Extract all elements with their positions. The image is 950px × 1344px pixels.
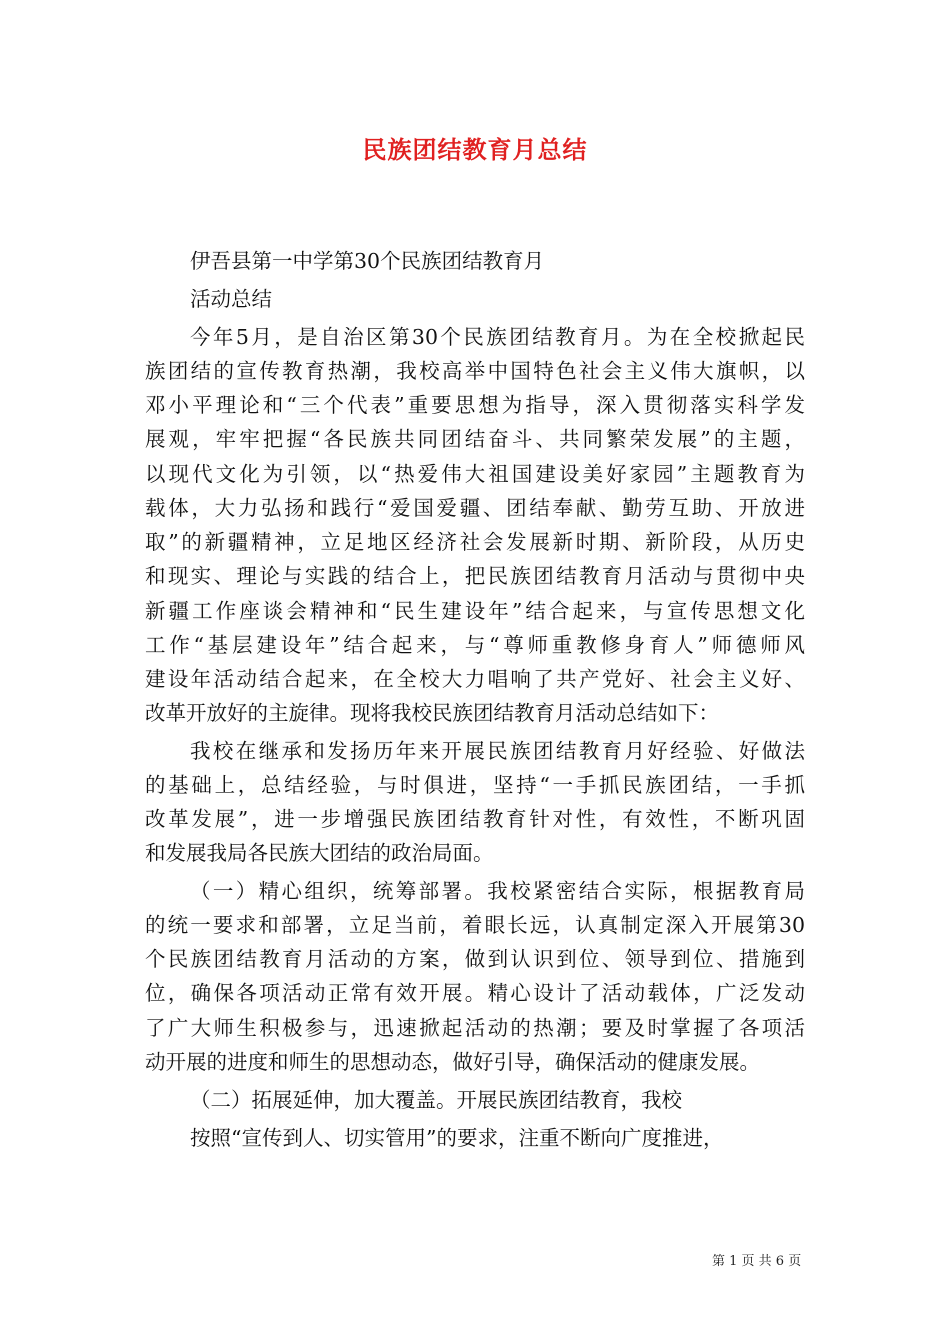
paragraph-line: 的统一要求和部署，立足当前，着眼长远，认真制定深入开展第30 <box>145 913 805 937</box>
paragraph-line: 取”的新疆精神，立足地区经济社会发展新时期、新阶段，从历史 <box>145 530 805 554</box>
paragraph-line: 了广大师生积极参与，迅速掀起活动的热潮；要及时掌握了各项活 <box>145 1016 805 1040</box>
paragraph-line: 和现实、理论与实践的结合上，把民族团结教育月活动与贯彻中央 <box>145 564 805 588</box>
paragraph-line: 以现代文化为引领，以“热爱伟大祖国建设美好家园”主题教育为 <box>145 462 805 486</box>
page-number: 第 1 页 共 6 页 <box>712 1254 802 1269</box>
paragraph-line: 改革开放好的主旋律。现将我校民族团结教育月活动总结如下： <box>145 701 719 725</box>
paragraph-line: 动开展的进度和师生的思想动态，做好引导，确保活动的健康发展。 <box>145 1050 760 1074</box>
paragraph-line: 今年5月，是自治区第30个民族团结教育月。为在全校掀起民 <box>190 325 805 349</box>
paragraph-line: 个民族团结教育月活动的方案，做到认识到位、领导到位、措施到 <box>145 947 805 971</box>
paragraph-line: 改革发展”，进一步增强民族团结教育针对性，有效性，不断巩固 <box>145 807 805 831</box>
paragraph-line: 我校在继承和发扬历年来开展民族团结教育月好经验、好做法 <box>190 739 805 763</box>
paragraph-line: 载体，大力弘扬和践行“爱国爱疆、团结奉献、勤劳互助、开放进 <box>145 496 805 520</box>
paragraph-line: 族团结的宣传教育热潮，我校高举中国特色社会主义伟大旗帜，以 <box>145 359 805 383</box>
paragraph-line: 和发展我局各民族大团结的政治局面。 <box>145 841 494 865</box>
subtitle-line: 伊吾县第一中学第30个民族团结教育月 <box>190 249 545 273</box>
paragraph-line: （二）拓展延伸，加大覆盖。开展民族团结教育，我校 <box>190 1088 682 1112</box>
paragraph-line: 新疆工作座谈会精神和“民生建设年”结合起来，与宣传思想文化 <box>145 599 805 623</box>
paragraph-line: 展观，牢牢把握“各民族共同团结奋斗、共同繁荣发展”的主题， <box>145 427 805 451</box>
paragraph-line: 的基础上，总结经验，与时俱进，坚持“一手抓民族团结，一手抓 <box>145 773 805 797</box>
paragraph-line: （一）精心组织，统筹部署。我校紧密结合实际，根据教育局 <box>190 879 805 903</box>
document-title: 民族团结教育月总结 <box>362 135 588 164</box>
paragraph-line: 邓小平理论和“三个代表”重要思想为指导，深入贯彻落实科学发 <box>145 393 805 417</box>
paragraph-line: 建设年活动结合起来，在全校大力唱响了共产党好、社会主义好、 <box>145 667 805 691</box>
paragraph-line: 按照“宣传到人、切实管用”的要求，注重不断向广度推进， <box>190 1126 724 1150</box>
paragraph-line: 工作“基层建设年”结合起来，与“尊师重教修身育人”师德师风 <box>145 633 805 657</box>
paragraph-line: 位，确保各项活动正常有效开展。精心设计了活动载体，广泛发动 <box>145 981 805 1005</box>
subtitle-line: 活动总结 <box>190 287 272 311</box>
